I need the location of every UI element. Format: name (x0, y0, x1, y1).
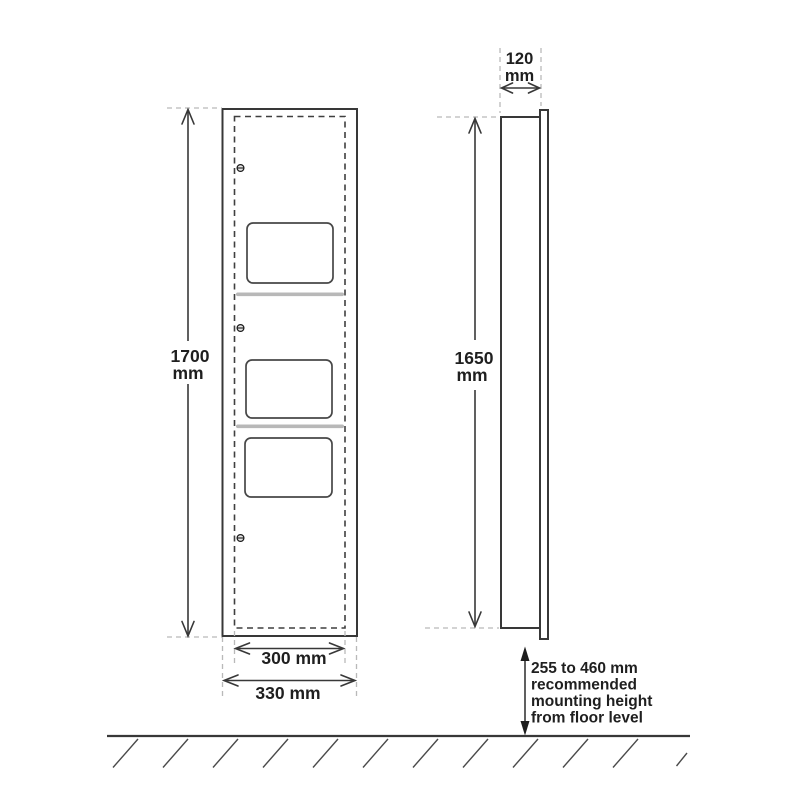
side-view (501, 110, 548, 639)
lock-screw-icon-3 (237, 535, 245, 542)
dimension-front-height (167, 108, 222, 637)
cabinet-front-flange (540, 110, 548, 639)
dimension-outer-width (223, 637, 357, 703)
mounting-note (531, 660, 652, 727)
floor (107, 736, 690, 768)
mounting-note-line-4: from floor level (531, 709, 643, 727)
lock-screw-icon-2 (237, 325, 245, 332)
mounting-note-line-1: 255 to 460 mm (531, 660, 638, 677)
dispenser-opening-middle (246, 360, 332, 418)
mounting-note-line-2: recommended (531, 676, 637, 694)
cabinet-side-body (501, 117, 540, 628)
dimension-depth (500, 48, 541, 113)
arrowhead-up-solid (521, 647, 530, 662)
dimension-mounting-height (521, 647, 653, 736)
side-height-unit: mm (456, 365, 488, 385)
depth-value: 120 (505, 50, 534, 68)
mounting-note-line-3: mounting height (531, 693, 653, 710)
dispenser-opening-top (247, 223, 333, 283)
floor-hatching (113, 739, 687, 768)
front-height-value: 1700 (170, 346, 210, 366)
depth-unit: mm (504, 67, 535, 85)
dispenser-opening-bottom (245, 438, 332, 497)
dimension-side-height (425, 117, 499, 628)
panel-separator-top (236, 293, 344, 297)
inner-width-label: 300 mm (261, 648, 327, 668)
panel-separator-bottom (236, 425, 344, 429)
front-view (223, 109, 358, 636)
front-height-unit: mm (172, 363, 204, 383)
lock-screw-icon-1 (237, 165, 245, 172)
side-height-value: 1650 (454, 348, 494, 368)
arrowhead-down-solid (521, 721, 530, 736)
outer-width-label: 330 mm (255, 683, 321, 703)
